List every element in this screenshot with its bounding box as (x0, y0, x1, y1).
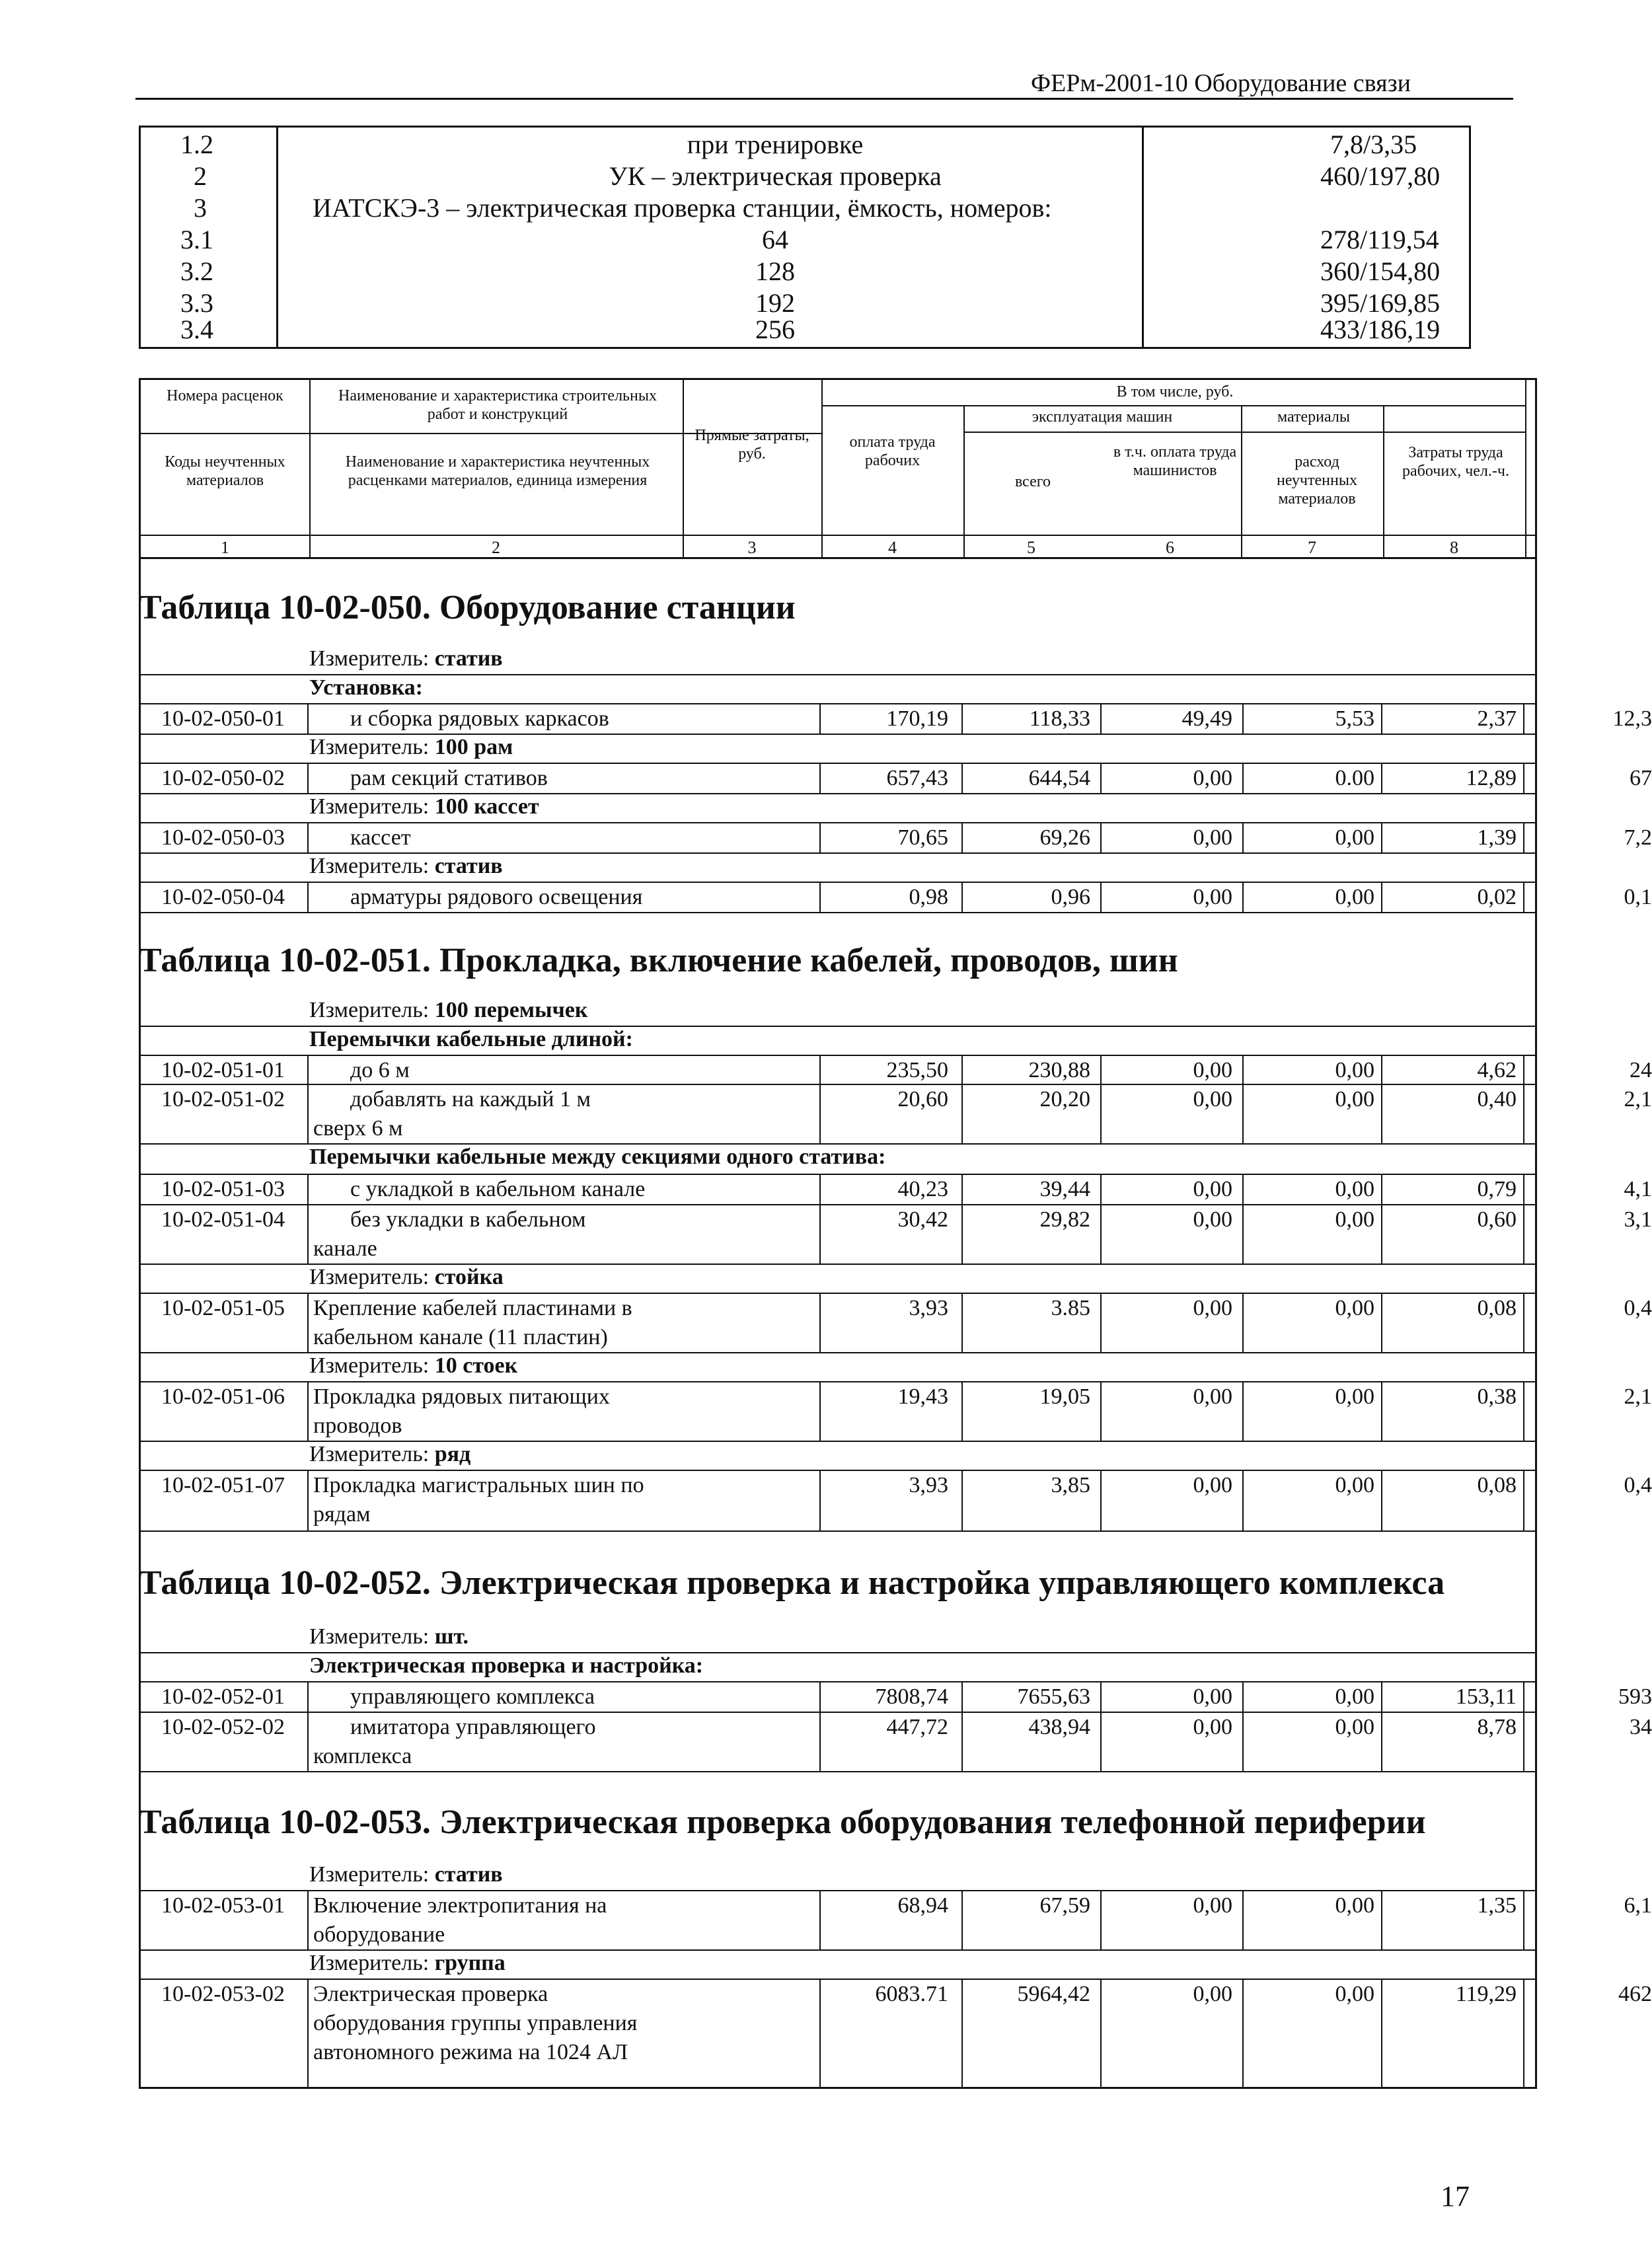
column-header-table (139, 378, 1537, 559)
cell-divider (307, 1891, 309, 1949)
cell-divider (819, 1294, 821, 1352)
cell-divider (1242, 1682, 1244, 1712)
cell-divider (307, 764, 309, 793)
cell-divider (961, 1891, 963, 1949)
cell-divider (819, 1713, 821, 1771)
cell-divider (1523, 764, 1524, 793)
cell-divider (961, 1382, 963, 1441)
cell-divider (307, 1682, 309, 1712)
cell-divider (307, 883, 309, 912)
section-label: Перемычки кабельные длиной: (309, 1027, 633, 1051)
cell-divider (961, 1056, 963, 1084)
cell-divider (1381, 1056, 1382, 1084)
col7-label: расход неучтенных материалов (1277, 453, 1357, 508)
cell-divider (307, 1471, 309, 1530)
col2-bottom-label: Наименование и характеристика неучтенных расценками материалов, единица измерения (345, 453, 650, 489)
cell-divider (1381, 823, 1382, 852)
col6-label: в т.ч. оплата труда машинистов (1113, 443, 1237, 479)
continuation-table (139, 126, 1471, 349)
group-label: В том числе, руб. (1116, 383, 1234, 400)
cell-divider (1100, 1056, 1102, 1084)
cell-divider (1523, 1205, 1524, 1264)
table-row: 3.3 192 395/169,85 (180, 288, 1441, 318)
cell-divider (1100, 1294, 1102, 1352)
cell-divider (1242, 1713, 1244, 1771)
cell-divider (961, 823, 963, 852)
cell-divider (307, 1713, 309, 1771)
table-row: 3.2 128 360/154,80 (180, 256, 1441, 286)
measure-label: Измеритель: статив (309, 854, 503, 878)
table-title: Таблица 10-02-050. Оборудование станции (139, 589, 796, 626)
cell-divider (1100, 883, 1102, 912)
cell-divider (1381, 1294, 1382, 1352)
col8-label: Затраты труда рабочих, чел.-ч. (1402, 444, 1509, 480)
cell-divider (1523, 883, 1524, 912)
cell-divider (961, 1980, 963, 2087)
cell-divider (1381, 883, 1382, 912)
cell-divider (961, 1175, 963, 1204)
measure-label: Измеритель: 100 рам (309, 735, 513, 759)
materials-label: материалы (1277, 408, 1350, 426)
cell-divider (819, 1471, 821, 1530)
measure-label: Измеритель: 10 стоек (309, 1353, 518, 1378)
running-header: ФЕРм-2001-10 Оборудование связи (1031, 69, 1411, 97)
cell-divider (1523, 1382, 1524, 1441)
col3-label: Прямые затраты, руб. (695, 427, 809, 463)
cell-divider (1100, 1471, 1102, 1530)
table-row: 3.1 64 278/119,54 (180, 225, 1439, 254)
cell-divider (1381, 704, 1382, 734)
cell-divider (1242, 1085, 1244, 1143)
section-label: Установка: (309, 675, 423, 700)
cell-divider (1242, 823, 1244, 852)
cell-divider (1523, 1682, 1524, 1712)
table-title: Таблица 10-02-053. Электрическая проверка оборудования телефонной периферии (139, 1803, 1426, 1841)
cell-divider (1100, 1682, 1102, 1712)
cell-divider (1381, 1175, 1382, 1204)
cell-divider (1100, 764, 1102, 793)
col-number: 4 (888, 538, 897, 557)
cell-divider (1381, 764, 1382, 793)
cell-divider (1381, 1891, 1382, 1949)
table-row: 2 УК – электрическая проверка 460/197,80 (194, 161, 1441, 191)
cell-divider (1523, 1294, 1524, 1352)
cell-divider (1242, 1382, 1244, 1441)
col-number: 1 (221, 538, 229, 557)
measure-label: Измеритель: 100 кассет (309, 794, 539, 819)
cell-divider (1523, 1085, 1524, 1143)
header-rule (135, 98, 1513, 100)
measure-label: Измеритель: шт. (309, 1624, 469, 1649)
cell-divider (961, 1205, 963, 1264)
section-label: Перемычки кабельные между секциями одного статива: (309, 1145, 886, 1169)
cell-divider (1523, 1056, 1524, 1084)
measure-label: Измеритель: группа (309, 1951, 506, 1975)
cell-divider (307, 1980, 309, 2087)
cell-divider (819, 1056, 821, 1084)
section-label: Электрическая проверка и настройка: (309, 1653, 704, 1678)
cell-divider (819, 1085, 821, 1143)
cell-divider (1100, 823, 1102, 852)
cell-divider (307, 1294, 309, 1352)
page-number: 17 (1441, 2180, 1470, 2212)
table-row: 3 ИАТСКЭ-3 – электрическая проверка станции, ёмкость, номеров: (194, 193, 1052, 223)
cell-divider (1242, 883, 1244, 912)
cell-divider (1100, 1891, 1102, 1949)
cell-divider (819, 704, 821, 734)
cell-divider (1523, 823, 1524, 852)
col-number: 2 (492, 538, 500, 557)
cell-divider (1100, 1205, 1102, 1264)
cell-divider (961, 1713, 963, 1771)
cell-divider (961, 1294, 963, 1352)
cell-divider (961, 883, 963, 912)
cell-divider (1381, 1980, 1382, 2087)
cell-divider (1100, 1713, 1102, 1771)
cell-divider (1242, 1471, 1244, 1530)
cell-divider (1381, 1382, 1382, 1441)
cell-divider (1381, 1085, 1382, 1143)
cell-divider (1523, 1175, 1524, 1204)
cell-divider (1100, 1382, 1102, 1441)
cell-divider (1523, 1891, 1524, 1949)
cell-divider (1242, 1891, 1244, 1949)
cell-divider (307, 1056, 309, 1084)
cell-divider (1100, 1175, 1102, 1204)
cell-divider (1523, 1713, 1524, 1771)
cell-divider (961, 704, 963, 734)
table-row: 3.4 256 433/186,19 (180, 315, 1441, 344)
table-title: Таблица 10-02-052. Электрическая проверка и настройка управляющего комплекса (139, 1564, 1445, 1602)
col5-label: всего (1014, 473, 1051, 490)
machines-label: эксплуатация машин (1032, 408, 1173, 426)
col-number: 8 (1450, 538, 1458, 557)
cell-divider (307, 1382, 309, 1441)
cell-divider (307, 704, 309, 734)
cell-divider (1381, 1713, 1382, 1771)
cell-divider (819, 1382, 821, 1441)
cell-divider (307, 823, 309, 852)
cell-divider (307, 1085, 309, 1143)
col-number: 6 (1166, 538, 1174, 557)
cell-divider (961, 764, 963, 793)
cell-divider (819, 1205, 821, 1264)
cell-divider (1381, 1205, 1382, 1264)
measure-label: Измеритель: статив (309, 1862, 503, 1887)
cell-divider (1100, 704, 1102, 734)
col4-label: оплата труда рабочих (849, 434, 936, 469)
cell-divider (1381, 1682, 1382, 1712)
col-number: 7 (1308, 538, 1316, 557)
col1-bottom-label: Коды неучтенных материалов (165, 453, 285, 489)
cell-divider (1523, 704, 1524, 734)
cell-divider (1242, 704, 1244, 734)
cell-divider (307, 1205, 309, 1264)
cell-divider (819, 1175, 821, 1204)
cell-divider (819, 883, 821, 912)
col-number: 3 (747, 538, 757, 557)
cell-divider (1100, 1085, 1102, 1143)
measure-label: Измеритель: ряд (309, 1442, 471, 1466)
cell-divider (1242, 1294, 1244, 1352)
cell-divider (1242, 1175, 1244, 1204)
measure-label: Измеритель: 100 перемычек (309, 998, 588, 1022)
cell-divider (1100, 1980, 1102, 2087)
cell-divider (1242, 1205, 1244, 1264)
col1-top-label: Номера расценок (167, 387, 283, 404)
table-row: 1.2 при тренировке 7,8/3,35 (180, 130, 1417, 159)
cell-divider (1242, 1056, 1244, 1084)
cell-divider (819, 1891, 821, 1949)
cell-divider (307, 1175, 309, 1204)
cell-divider (961, 1471, 963, 1530)
cell-divider (1242, 764, 1244, 793)
cell-divider (819, 823, 821, 852)
cell-divider (1523, 1471, 1524, 1530)
cell-divider (961, 1682, 963, 1712)
col2-top-label: Наименование и характеристика строительных работ и конструкций (338, 387, 657, 423)
cell-divider (961, 1085, 963, 1143)
cell-divider (1242, 1980, 1244, 2087)
table-title: Таблица 10-02-051. Прокладка, включение кабелей, проводов, шин (139, 942, 1178, 979)
cell-divider (819, 1980, 821, 2087)
cell-divider (819, 1682, 821, 1712)
cell-divider (819, 764, 821, 793)
col-number: 5 (1027, 538, 1035, 557)
measure-label: Измеритель: статив (309, 646, 503, 671)
cell-divider (1523, 1980, 1524, 2087)
measure-label: Измеритель: стойка (309, 1265, 504, 1289)
cell-divider (1381, 1471, 1382, 1530)
